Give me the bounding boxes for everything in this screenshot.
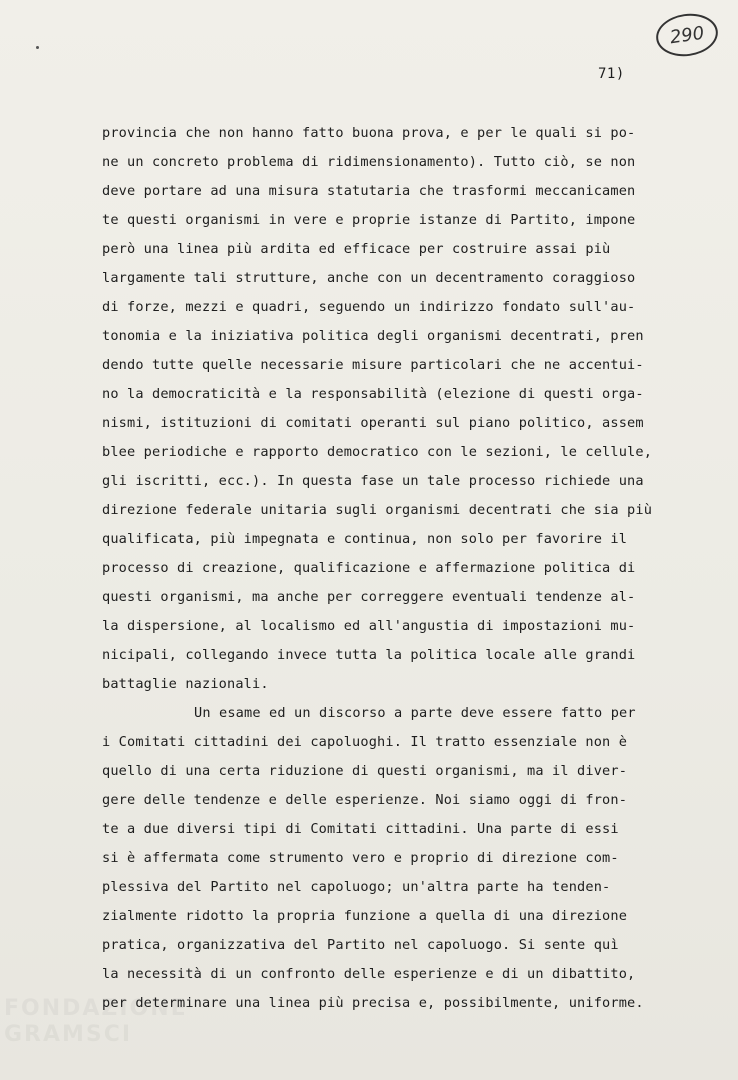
text-line: si è affermata come strumento vero e proprio di direzione com- [102, 850, 619, 866]
text-line: plessiva del Partito nel capoluogo; un'altra parte ha tenden- [102, 879, 611, 895]
text-line: tonomia e la iniziativa politica degli organismi decentrati, pren [102, 328, 644, 344]
page-number: 71) [598, 66, 625, 82]
paper-speck [36, 46, 39, 49]
text-line: questi organismi, ma anche per correggere eventuali tendenze al- [102, 589, 636, 605]
text-line: battaglie nazionali. [102, 676, 269, 692]
text-line: provincia che non hanno fatto buona prova, e per le quali si po- [102, 125, 636, 141]
text-line: zialmente ridotto la propria funzione a quella di una direzione [102, 908, 628, 924]
watermark [4, 996, 188, 1048]
text-line: quello di una certa riduzione di questi organismi, ma il diver- [102, 763, 628, 779]
text-line: deve portare ad una misura statutaria che trasformi meccanicamen [102, 183, 636, 199]
text-line: largamente tali strutture, anche con un decentramento coraggioso [102, 270, 636, 286]
text-line: la dispersione, al localismo ed all'angustia di impostazioni mu- [102, 618, 636, 634]
text-line: dendo tutte quelle necessarie misure particolari che ne accentui- [102, 357, 644, 373]
text-line: no la democraticità e la responsabilità (elezione di questi orga- [102, 386, 644, 402]
text-line: però una linea più ardita ed efficace per costruire assai più [102, 241, 611, 257]
watermark-line [4, 996, 188, 1022]
text-line: i Comitati cittadini dei capoluoghi. Il tratto essenziale non è [102, 734, 628, 750]
text-line: pratica, organizzativa del Partito nel capoluogo. Si sente quì [102, 937, 619, 953]
text-line: gli iscritti, ecc.). In questa fase un tale processo richiede una [102, 473, 644, 489]
text-line: gere delle tendenze e delle esperienze. Noi siamo oggi di fron- [102, 792, 628, 808]
stamp-number: 290 [668, 22, 706, 48]
text-line: di forze, mezzi e quadri, seguendo un indirizzo fondato sull'au- [102, 299, 636, 315]
text-line: ne un concreto problema di ridimensionamento). Tutto ciò, se non [102, 154, 636, 170]
text-line: processo di creazione, qualificazione e affermazione politica di [102, 560, 636, 576]
paragraph-start-line: Un esame ed un discorso a parte deve essere fatto per [194, 705, 636, 721]
text-line: qualificata, più impegnata e continua, non solo per favorire il [102, 531, 628, 547]
body-text [102, 119, 702, 1018]
text-line: nicipali, collegando invece tutta la politica locale alle grandi [102, 647, 636, 663]
text-line: per determinare una linea più precisa e, possibilmente, uniforme. [102, 995, 644, 1011]
text-line: blee periodiche e rapporto democratico con le sezioni, le cellule, [102, 444, 653, 460]
archive-stamp [653, 10, 720, 60]
text-line: te a due diversi tipi di Comitati cittadini. Una parte di essi [102, 821, 619, 837]
text-line: la necessità di un confronto delle esperienze e di un dibattito, [102, 966, 636, 982]
watermark-line [4, 1022, 188, 1048]
text-line: direzione federale unitaria sugli organismi decentrati che sia più [102, 502, 653, 518]
text-line: te questi organismi in vere e proprie istanze di Partito, impone [102, 212, 636, 228]
text-line: nismi, istituzioni di comitati operanti sul piano politico, assem [102, 415, 644, 431]
